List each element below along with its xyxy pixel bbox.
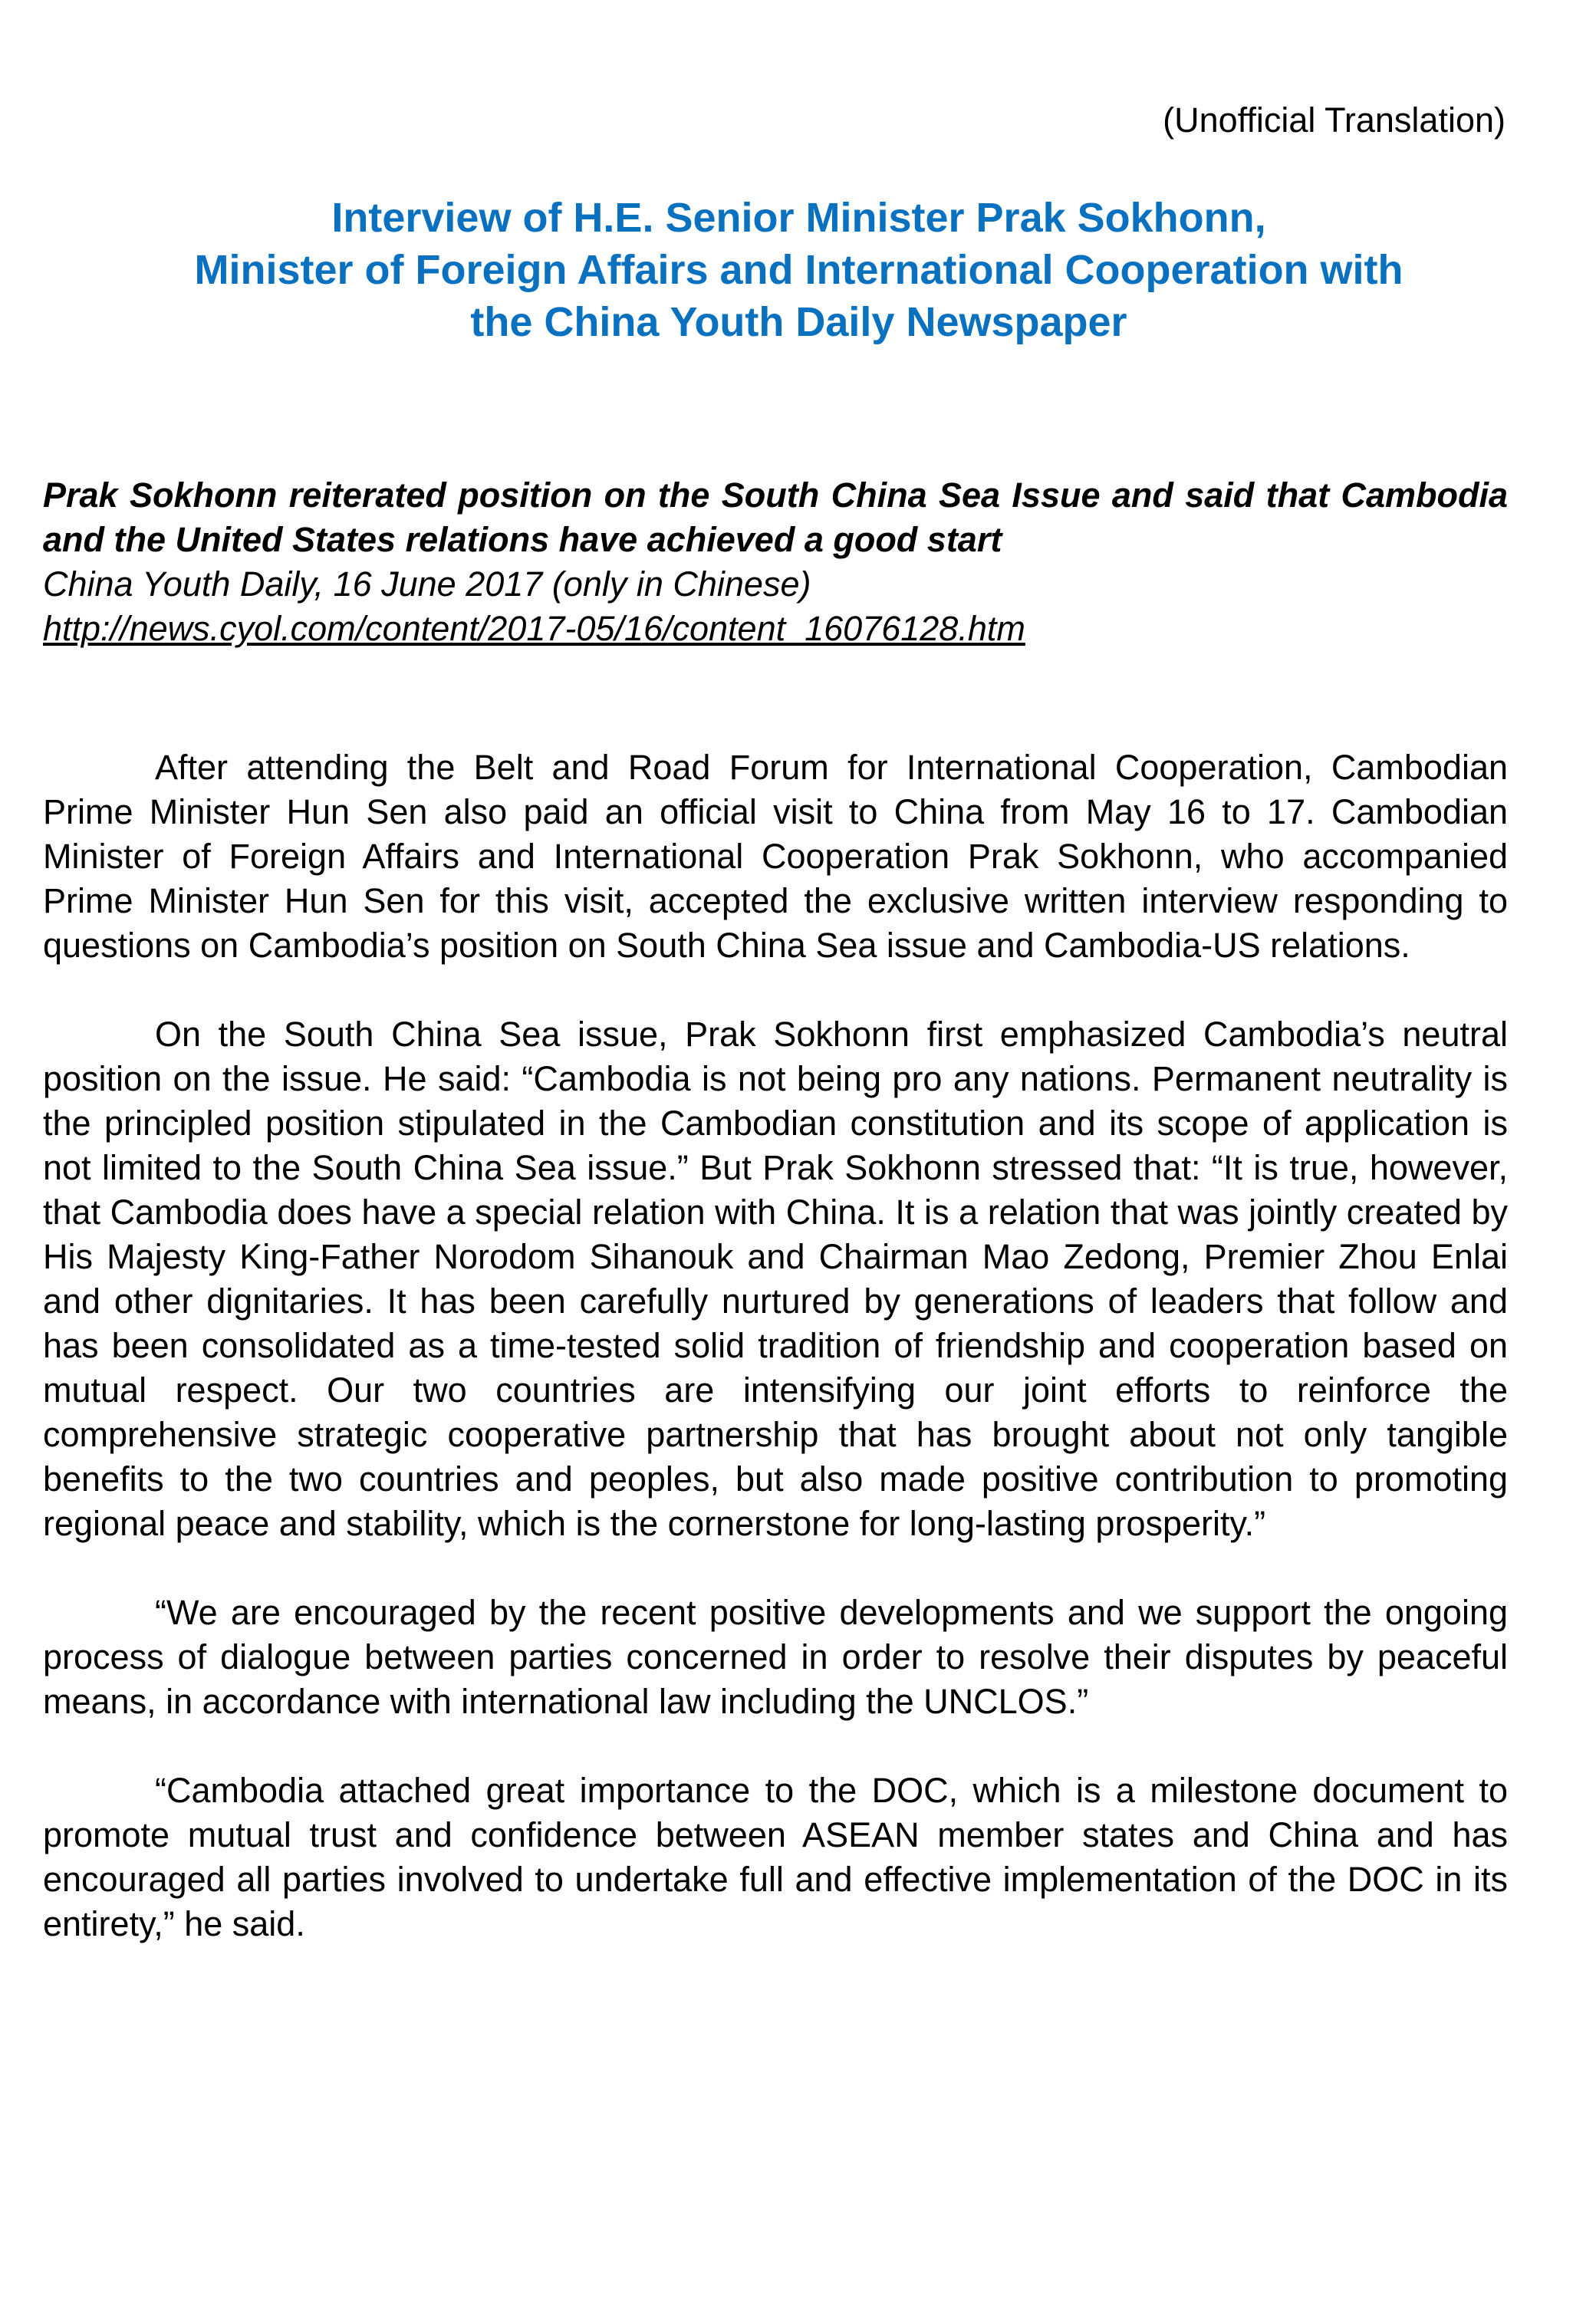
article-reference xyxy=(43,473,1508,651)
article-body xyxy=(43,745,1508,1991)
document-title xyxy=(77,192,1521,348)
article-link[interactable]: http://news.cyol.com/content/2017-05/16/content_16076128.htm xyxy=(43,609,1025,648)
title-line-3: the China Youth Daily Newspaper xyxy=(470,299,1127,345)
article-headline: Prak Sokhonn reiterated position on the South China Sea Issue and said that Cambodia and the United States relations have achieved a good start xyxy=(43,475,1508,559)
article-source: China Youth Daily, 16 June 2017 (only in Chinese) xyxy=(43,564,811,604)
body-paragraph-4: “Cambodia attached great importance to the DOC, which is a milestone document to promote mutual trust and confidence between ASEAN member states and China and has encouraged all parties involved to undertake full and effective implementation of the DOC in its entirety,” he said. xyxy=(43,1771,1508,1943)
body-paragraph-3: “We are encouraged by the recent positive developments and we support the ongoing process of dialogue between parties concerned in order to resolve their disputes by peaceful means, in accordance with international law including the UNCLOS.” xyxy=(43,1593,1508,1721)
translation-note: (Unofficial Translation) xyxy=(1163,100,1506,140)
title-line-1: Interview of H.E. Senior Minister Prak Sokhonn, xyxy=(331,195,1266,241)
body-paragraph-2: On the South China Sea issue, Prak Sokhonn first emphasized Cambodia’s neutral position on the issue. He said: “Cambodia is not being pro any nations. Permanent neutrality is the principled position stipulated in the Cambodian constitution and its scope of application is not limited to the South China Sea issue.” But Prak Sokhonn stressed that: “It is true, however, that Cambodia does have a special relation with China. It is a relation that was jointly created by His Majesty King-Father Norodom Sihanouk and Chairman Mao Zedong, Premier Zhou Enlai and other dignitaries. It has been carefully nurtured by generations of leaders that follow and has been consolidated as a time-tested solid tradition of friendship and cooperation based on mutual respect. Our two countries are intensifying our joint efforts to reinforce the comprehensive strategic cooperative partnership that has brought about not only tangible benefits to the two countries and peoples, but also made positive contribution to promoting regional peace and stability, which is the cornerstone for long-lasting prosperity.” xyxy=(43,1015,1508,1543)
title-line-2: Minister of Foreign Affairs and International Cooperation with xyxy=(194,247,1403,293)
body-paragraph-1: After attending the Belt and Road Forum for International Cooperation, Cambodian Prime Minister Hun Sen also paid an official visit to China from May 16 to 17. Cambodian Minister of Foreign Affairs and International Cooperation Prak Sokhonn, who accompanied Prime Minister Hun Sen for this visit, accepted the exclusive written interview responding to questions on Cambodia’s position on South China Sea issue and Cambodia-US relations. xyxy=(43,748,1508,965)
